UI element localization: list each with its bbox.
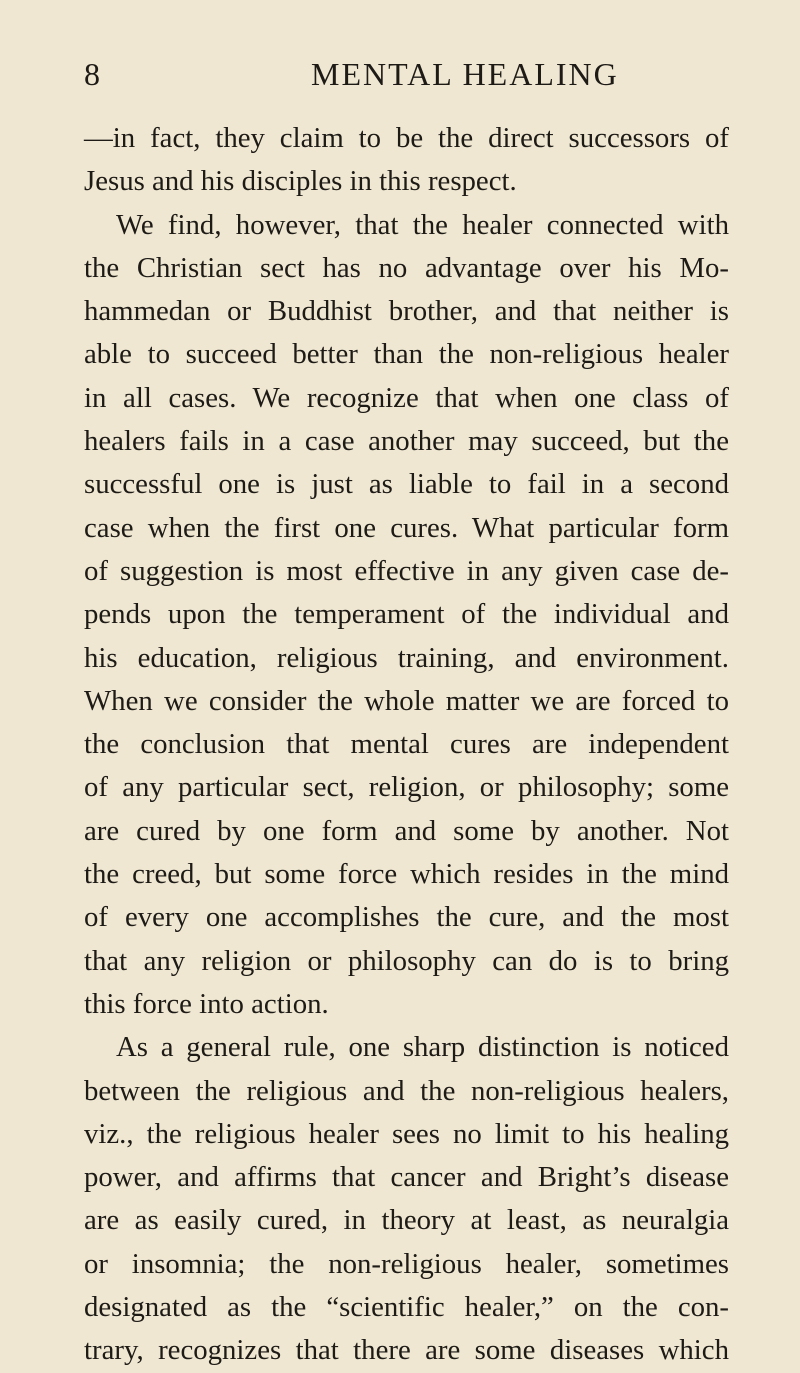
text-line: We find, however, that the healer connected with	[116, 208, 729, 241]
text-line: of suggestion is most effective in any given case de-	[84, 554, 729, 587]
body-text	[84, 117, 729, 1373]
text-line: —in fact, they claim to be the direct successors of	[84, 122, 729, 154]
text-line: hammedan or Buddhist brother, and that neither is	[84, 295, 729, 328]
text-line: designated as the “scientific healer,” on the con-	[84, 1291, 729, 1324]
text-line: this force into action.	[84, 987, 329, 1020]
text-line: or insomnia; the non-religious healer, sometimes	[84, 1247, 729, 1280]
running-head: MENTAL HEALING	[311, 56, 619, 92]
text-line: are as easily cured, in theory at least, as neuralgia	[84, 1204, 729, 1237]
page-number: 8	[84, 56, 101, 92]
text-line: in all cases. We recognize that when one class of	[84, 381, 729, 414]
text-line: that any religion or philosophy can do is to bring	[84, 944, 729, 977]
text-line: able to succeed better than the non-religious healer	[84, 338, 729, 371]
text-line: trary, recognizes that there are some diseases which	[84, 1334, 729, 1367]
text-line: As a general rule, one sharp distinction is noticed	[116, 1031, 729, 1064]
page-header	[84, 56, 724, 116]
text-line: the Christian sect has no advantage over his Mo-	[84, 251, 729, 284]
text-line: case when the first one cures. What particular form	[84, 511, 729, 544]
text-line: the conclusion that mental cures are independent	[84, 728, 729, 761]
text-line: are cured by one form and some by another. Not	[84, 814, 729, 847]
text-line: his education, religious training, and environment.	[84, 641, 729, 674]
text-line: viz., the religious healer sees no limit to his healing	[84, 1117, 729, 1150]
text-line: When we consider the whole matter we are forced to	[84, 684, 729, 717]
text-line: Jesus and his disciples in this respect.	[84, 165, 517, 198]
text-line: between the religious and the non-religious healers,	[84, 1074, 729, 1107]
text-line: the creed, but some force which resides in the mind	[84, 858, 729, 891]
text-line: pends upon the temperament of the individual and	[84, 598, 729, 631]
text-line: of any particular sect, religion, or philosophy; some	[84, 771, 729, 804]
text-line: of every one accomplishes the cure, and the most	[84, 901, 729, 934]
text-line: power, and affirms that cancer and Bright’s disease	[84, 1161, 729, 1194]
text-line: healers fails in a case another may succeed, but the	[84, 425, 729, 458]
text-line: successful one is just as liable to fail in a second	[84, 468, 729, 501]
